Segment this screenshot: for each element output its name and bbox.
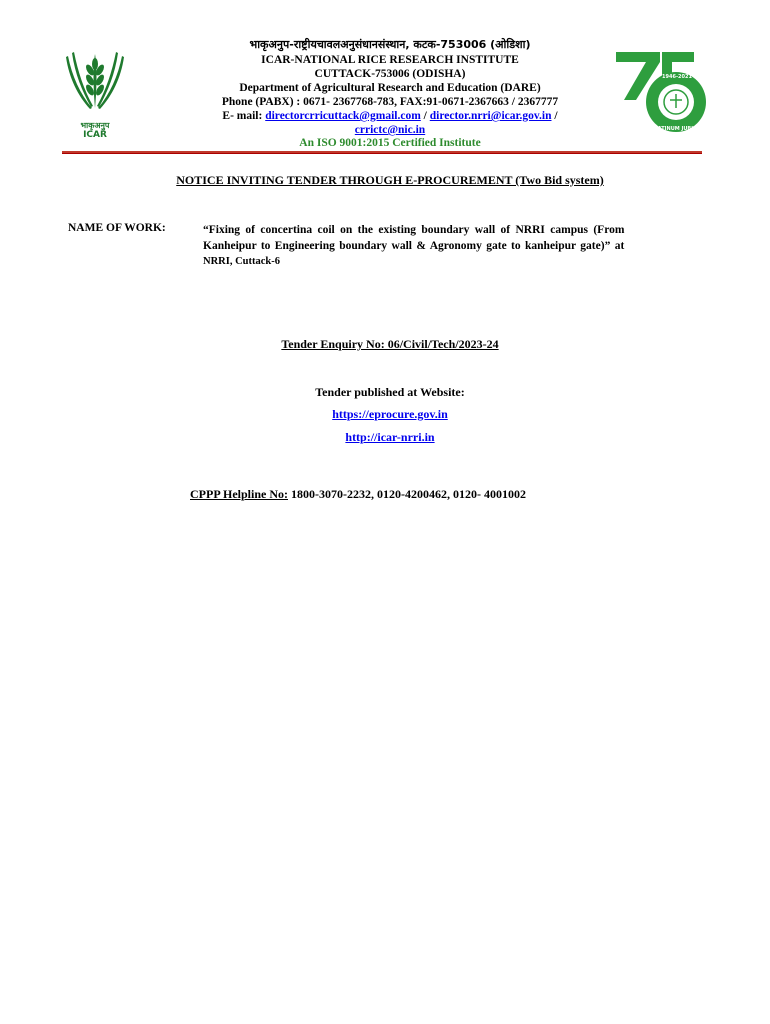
work-description [203, 222, 719, 270]
notice-title: NOTICE INVITING TENDER THROUGH E-PROCUREMENT (Two Bid system) [176, 173, 604, 187]
work-line-1: “Fixing of concertina coil on the existing boundary wall of NRRI campus (From [203, 224, 625, 236]
icar-label: ICAR [83, 130, 107, 140]
department: Department of Agricultural Research and Education (DARE) [239, 82, 541, 94]
email-link-3[interactable]: crrictc@nic.in [354, 124, 426, 136]
icar-hindi-label: भाकृअनुप [80, 121, 110, 130]
institute-name: ICAR-NATIONAL RICE RESEARCH INSTITUTE [261, 54, 519, 66]
icar-nrri-link[interactable]: http://icar-nrri.in [345, 430, 435, 444]
published-url-1-wrap [60, 407, 720, 422]
jubilee-years: 1946-2021 [662, 74, 692, 80]
email-line-2 [150, 123, 630, 137]
work-line-2: Kanheipur to Engineering boundary wall & Agronomy gate to kanheipur gate)” at [203, 240, 625, 252]
work-line-3: NRRI, Cuttack-6 [203, 256, 280, 267]
email-separator-1: / [420, 110, 430, 122]
institute-city: CUTTACK-753006 (ODISHA) [314, 68, 466, 80]
icar-logo [60, 46, 130, 140]
published-label: Tender published at Website: [315, 385, 465, 399]
published-url-2-wrap [60, 430, 720, 445]
helpline-numbers: 1800-3070-2232, 0120-4200462, 0120- 4001002 [288, 487, 526, 501]
eprocure-link[interactable]: https://eprocure.gov.in [332, 407, 448, 421]
email-line [150, 109, 630, 123]
email-prefix: E- mail: [222, 110, 266, 122]
cppp-helpline [190, 487, 526, 502]
hindi-institute-name: भाकृअनुप-राष्ट्रीयचावलअनुसंधानसंस्थान, कटक-753006 (ओडिशा) [249, 38, 531, 51]
helpline-label: CPPP Helpline No: [190, 487, 288, 501]
phone: Phone (PABX) : 0671- 2367768-783, FAX:91-0671-2367663 / 2367777 [221, 96, 559, 108]
email-link-2[interactable]: director.nrri@icar.gov.in [429, 110, 552, 122]
email-separator-2: / [551, 110, 558, 122]
header-divider [62, 151, 702, 154]
work-label: NAME OF WORK: [68, 222, 166, 234]
jubilee-label: PLATINUM JUBILEE [650, 126, 704, 132]
tender-enquiry: Tender Enquiry No: 06/Civil/Tech/2023-24 [281, 337, 499, 351]
email-link-1[interactable]: directorcrricuttack@gmail.com [265, 110, 421, 122]
icar-wheat-logo-icon [60, 46, 130, 116]
iso-certification: An ISO 9001:2015 Certified Institute [299, 137, 481, 149]
